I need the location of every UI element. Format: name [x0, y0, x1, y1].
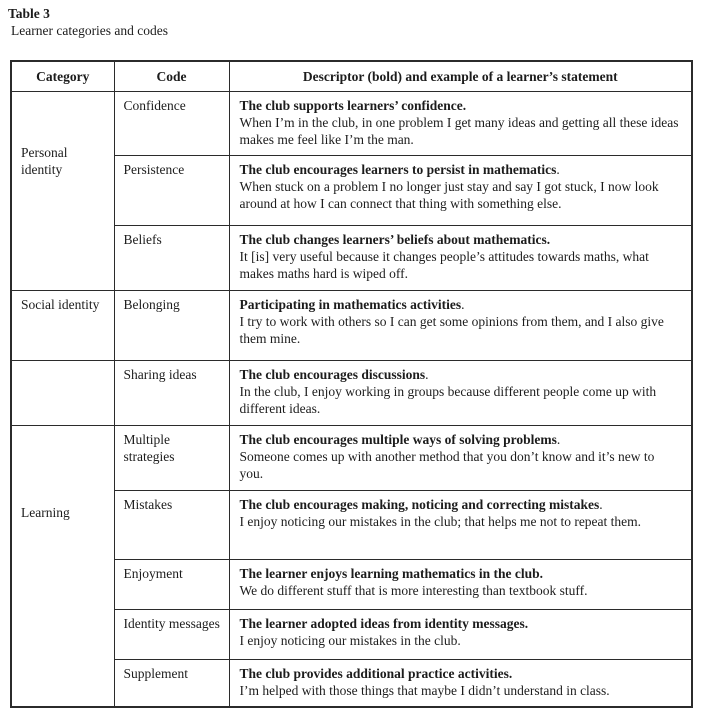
descriptor-text: The club encourages making, noticing and correcting mistakes [239, 496, 600, 512]
descriptor-text: The club supports learners’ confidence. [239, 97, 467, 113]
learner-categories-table [10, 60, 693, 708]
example-text: We do different stuff that is more interesting than textbook stuff. [239, 582, 588, 598]
descriptor-line [240, 296, 682, 313]
example-text: It [is] very useful because it changes people’s attitudes towards maths, what makes maths hard is wiped off. [239, 248, 649, 281]
descriptor-line [240, 97, 682, 114]
category-cell-personal-identity: Personal identity [11, 91, 114, 290]
descriptor-text: The club encourages multiple ways of solving problems [239, 431, 557, 447]
example-text: When stuck on a problem I no longer just stay and say I got stuck, I now look around at how I can connect that thing with something else. [239, 178, 659, 211]
descriptor-cell [229, 425, 692, 490]
code-cell-supplement: Supplement [114, 659, 229, 707]
code-cell-mistakes: Mistakes [114, 490, 229, 559]
header-row [11, 61, 692, 91]
descriptor-cell [229, 225, 692, 290]
descriptor-cell [229, 91, 692, 155]
descriptor-cell [229, 559, 692, 609]
descriptor-line [240, 231, 682, 248]
descriptor-line [240, 161, 682, 178]
descriptor-cell [229, 609, 692, 659]
descriptor-text: The club encourages learners to persist in mathematics [239, 161, 557, 177]
category-cell-empty [11, 360, 114, 425]
code-cell-identity-messages: Identity messages [114, 609, 229, 659]
table-row [11, 425, 692, 490]
example-text: I try to work with others so I can get some opinions from them, and I also give them mine. [239, 313, 664, 346]
table-number-title: Table 3 [8, 6, 50, 21]
code-cell-multiple-strategies: Multiple strategies [114, 425, 229, 490]
descriptor-text: Participating in mathematics activities [239, 296, 462, 312]
column-header-code: Code [114, 61, 229, 91]
descriptor-text: The learner enjoys learning mathematics in the club. [239, 565, 543, 581]
descriptor-cell [229, 490, 692, 559]
descriptor-tail: . [425, 366, 429, 382]
example-text: I enjoy noticing our mistakes in the club. [239, 632, 461, 648]
category-cell-learning: Learning [11, 425, 114, 707]
descriptor-cell [229, 290, 692, 360]
descriptor-line [240, 431, 682, 448]
descriptor-tail: . [556, 431, 561, 447]
table-row [11, 225, 692, 290]
descriptor-line [240, 665, 682, 682]
table-row [11, 659, 692, 707]
descriptor-text: The club changes learners’ beliefs about mathematics. [239, 231, 551, 247]
code-cell-beliefs: Beliefs [114, 225, 229, 290]
descriptor-text: The learner adopted ideas from identity messages. [239, 615, 529, 631]
descriptor-text: The club provides additional practice activities. [239, 665, 513, 681]
descriptor-line [240, 366, 682, 383]
column-header-descriptor: Descriptor (bold) and example of a learner’s statement [229, 61, 692, 91]
code-cell-persistence: Persistence [114, 155, 229, 225]
example-text: When I’m in the club, in one problem I get many ideas and getting all these ideas makes me feel like I’m the man. [239, 114, 679, 147]
table-row [11, 609, 692, 659]
table-row [11, 559, 692, 609]
example-text: I’m helped with those things that maybe I didn’t understand in class. [239, 682, 610, 698]
table-row [11, 290, 692, 360]
example-text: Someone comes up with another method that you don’t know and it’s new to you. [239, 448, 655, 481]
column-header-category: Category [11, 61, 114, 91]
code-cell-confidence: Confidence [114, 91, 229, 155]
table-caption: Learner categories and codes [11, 23, 169, 38]
descriptor-line [240, 615, 682, 632]
code-cell-enjoyment: Enjoyment [114, 559, 229, 609]
descriptor-line [240, 565, 682, 582]
example-text: I enjoy noticing our mistakes in the club; that helps me not to repeat them. [239, 513, 642, 529]
descriptor-cell [229, 360, 692, 425]
descriptor-cell [229, 155, 692, 225]
descriptor-tail: . [599, 496, 603, 512]
table-row [11, 490, 692, 559]
table-row [11, 155, 692, 225]
descriptor-tail: . [461, 296, 465, 312]
descriptor-line [240, 496, 682, 513]
table-row [11, 360, 692, 425]
table-row [11, 91, 692, 155]
category-cell-social-identity: Social identity [11, 290, 114, 360]
code-cell-belonging: Belonging [114, 290, 229, 360]
descriptor-cell [229, 659, 692, 707]
descriptor-tail: . [556, 161, 560, 177]
descriptor-text: The club encourages discussions [239, 366, 426, 382]
code-cell-sharing-ideas: Sharing ideas [114, 360, 229, 425]
example-text: In the club, I enjoy working in groups because different people come up with different ideas. [239, 383, 657, 416]
